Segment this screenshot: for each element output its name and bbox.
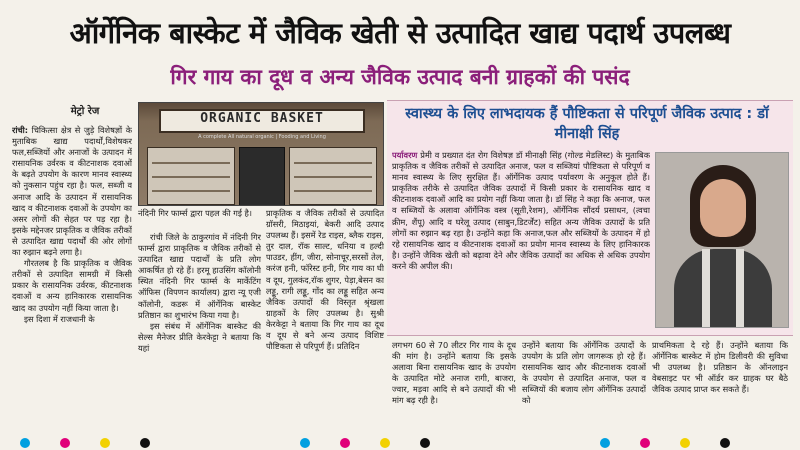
interview-box-title: स्वास्थ्य के लिए लाभदायक हैं पौष्टिकता से परिपूर्ण जैविक उत्पाद : डॉ मीनाक्षी सिंह [405, 106, 769, 142]
interview-body: प्रेमी व प्रख्यात दंत रोग विशेषज्ञ डॉ मीनाक्षी सिंह (गोल्ड मेडलिस्ट) के मुताबिक प्राकृतिक व जैविक तरीकों से उत्पादित अनाज, फल व सब्जियां पौष्टिकता से परिपूर्ण व मानव स्वास्थ्य के लिए सुरक्षित हैं। ऑर्गेनिक उत्पाद पर्यावरण के अनुकूल होते हैं। प्राकृतिक तरीके से उत्पादित जैविक उत्पादों में किसी प्रकार के रासायनिक खाद व कीटनाशक दवाओं आदि का प्रयोग नहीं किया जाता है। डॉ सिंह ने कहा कि अनाज, फल व सब्जियों के अलावा ऑर्गेनिक वस्त्र (सूती,रेशम), ऑर्गेनिक सौंदर्य प्रसाधन, (त्वचा क्रीम, शैंपू) आदि व घरेलू उत्पाद (साबुन,डिटर्जेंट) सहित अन्य जैविक उत्पादों के प्रति लोगों का रुझान बढ़ रहा है। उन्होंने कहा कि अनाज,फल और सब्जियों के उत्पादन में हो रहे रासायनिक खाद व कीटनाशक दवाओं का प्रयोग मानव स्वास्थ्य के लिए हानिकारक है। उन्होंने जैविक खेती को बढ़ावा देने और जैविक उत्पादों का अधिक से अधिक उपयोग करने की अपील की। [392, 150, 650, 271]
col2-paragraph-2: इस संबंध में ऑर्गेनिक बास्केट की सेल्स मैनेजर प्रीति केरकेट्टा ने बताया कि यहां [138, 320, 261, 353]
dateline: रांची: [12, 125, 29, 135]
print-registration-marks [0, 436, 800, 450]
article-column-6 [652, 340, 788, 432]
shelf-left [147, 147, 235, 205]
store-sign-tagline: A complete All natural organic | Fooding and Living [198, 134, 326, 140]
article-column-5 [522, 340, 646, 432]
photo-caption: नंदिनी गिर फार्म्स द्वारा पहल की गई है। [138, 208, 252, 218]
col3-paragraph-1: प्राकृतिक व जैविक तरीकों से उत्पादित ग्रॉसरी, मिठाइयां, बेकरी आदि उत्पाद उपलब्ध हैं। इसमें रेड राइस, ब्लैक राइस, तुर दाल, रॉक साल्ट, धनिया व हल्दी पाउडर, हींग, जीरा, सोनाचूर,सरसों तेल, करंज हनी, फॉरेस्ट हनी, गिर गाय का घी व दूध, गुलकंद,रॉक शुगर, पेड़ा,बेसन का लड्डू, रागी लड्डू, गोंद का लड्डू सहित अन्य जैविक उत्पादों की विस्तृत श्रृंखला ग्राहकों के लिए उपलब्ध है। सुश्री केरकेट्टा ने बताया कि गिर गाय का दूध व दूध से बने अन्य उत्पाद विशिष्ट पौष्टिकता से परिपूर्ण हैं। प्रतिदिन [266, 208, 384, 352]
shelf-right [289, 147, 377, 205]
interview-box-text [392, 150, 650, 330]
col1-paragraph-2: गौरतलब है कि प्राकृतिक व जैविक तरीकों से उत्पादित सामग्री में किसी प्रकार के रासायनिक उर्वरक, कीटनाशक दवाओं व अन्य हानिकारक रासायनिक खाद का उपयोग नहीं किया जाता है। [12, 258, 132, 313]
store-photo [138, 102, 384, 206]
col6-text: प्राथमिकता दे रहे हैं। उन्होंने बताया कि ऑर्गेनिक बास्केट में होम डिलीवरी की सुविधा भी उपलब्ध है। प्रतिष्ठान के ऑनलाइन वेबसाइट पर भी ऑर्डर कर ग्राहक घर बैठे जैविक उत्पाद प्राप्त कर सकते हैं। [652, 340, 788, 395]
store-door [239, 147, 285, 206]
interview-lead-word: पर्यावरण [392, 150, 418, 160]
col1-paragraph-1: चिकित्सा क्षेत्र से जुड़े विशेषज्ञों के मुताबिक खाद्य पदार्थों,विशेषकर फल,सब्जियों और अनाजों के उत्पादन में रासायनिक उर्वरक व कीटनाशक दवाओं के बढ़ते उपयोग के कारण मानव स्वास्थ्य को नुकसान पहुंच रहा है। फल, सब्जी व अनाज आदि के उत्पादन में रासायनिक खाद व कीटनाशक दवाओं के उपयोग का असर लोगों की सेहत पर पड़ रहा है। इसके मद्देनजर प्राकृतिक व जैविक तरीकों से उत्पादित खाद्य पदार्थों की ओर लोगों का रुझान बढ़ने लगा है। [12, 125, 132, 258]
headline: ऑर्गेनिक बास्केट में जैविक खेती से उत्पादित खाद्य पदार्थ उपलब्ध [69, 16, 731, 50]
subheadline: गिर गाय का दूध व अन्य जैविक उत्पाद बनी ग्राहकों की पसंद [170, 65, 630, 89]
article-column-1 [12, 125, 132, 433]
article-column-2 [138, 232, 261, 432]
store-sign: ORGANIC BASKET [159, 109, 365, 133]
article-column-3 [266, 208, 384, 432]
col1-paragraph-3: इस दिशा में राजधानी के [24, 313, 95, 324]
byline: मेट्रो रेज [70, 106, 100, 117]
doctor-portrait [655, 152, 789, 328]
col4-text: लगभग 60 से 70 लीटर गिर गाय के दूध की मांग है। उन्होंने बताया कि इसके अलावा बिना रासायनिक खाद के उपयोग के उत्पादित मोटे अनाज रागी, बाजरा, ज्वार, मड़वा आदि से बने उत्पादों की भी मांग बढ़ रही है। [392, 340, 516, 406]
col2-paragraph-1: रांची जिले के ठाकुरगांव में नंदिनी गिर फार्म्स द्वारा प्राकृतिक व जैविक तरीकों से उत्पादित खाद्य पदार्थों के प्रति लोग आकर्षित हो रहे हैं। हरमू हाउसिंग कॉलोनी स्थित नंदिनी गिर फार्म्स के मार्केटिंग ऑफिस (विपणन कार्यालय) द्वारा न्यू एजी कॉलोनी, कडरू में ऑर्गेनिक बास्केट प्रतिष्ठान का शुभारंभ किया गया है। [138, 232, 261, 320]
article-column-4 [392, 340, 516, 432]
col5-text: उन्होंने बताया कि ऑर्गेनिक उत्पादों के उपयोग के प्रति लोग जागरूक हो रहे हैं। रासायनिक खाद और कीटनाशक दवाओं के उपयोग से उत्पादित अनाज, फल व सब्जियों की बजाय लोग ऑर्गेनिक उत्पादों को [522, 340, 646, 406]
